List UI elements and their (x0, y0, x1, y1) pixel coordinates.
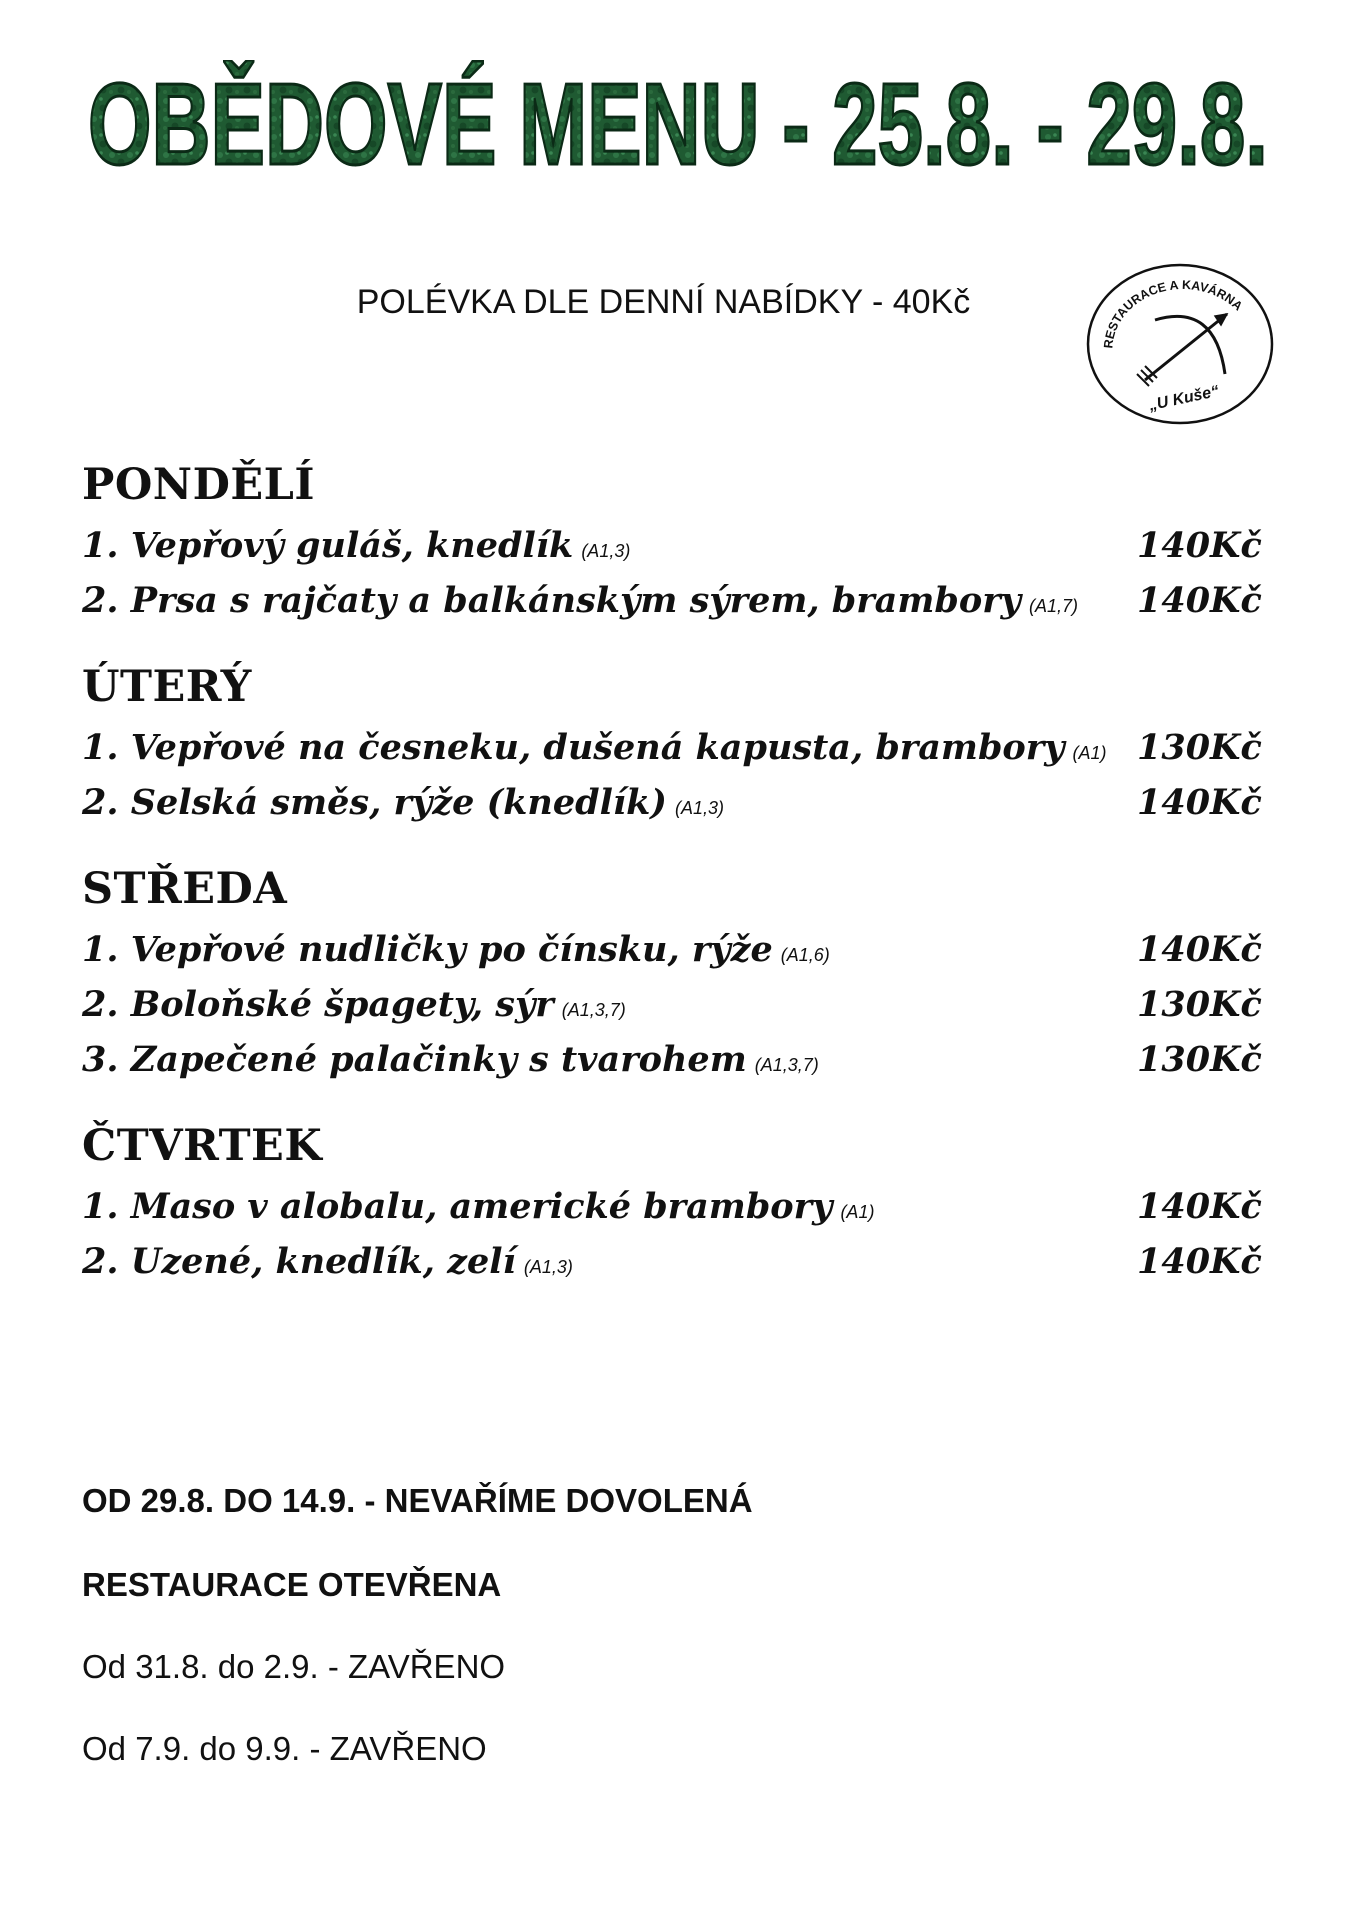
dish-allergens: (A1,3) (581, 541, 631, 561)
dish-name: 1. Maso v alobalu, americké brambory (82, 1186, 833, 1227)
dish-price: 130Kč (1137, 984, 1262, 1025)
dish-name: 3. Zapečené palačinky s tvarohem (82, 1039, 747, 1080)
dish-price: 130Kč (1137, 1039, 1262, 1080)
closed-notice-2: Od 7.9. do 9.9. - ZAVŘENO (82, 1730, 487, 1767)
dish-wednesday-3 (82, 1039, 1262, 1089)
dish-price: 140Kč (1137, 580, 1262, 621)
dish-wednesday-2 (82, 984, 1262, 1034)
dish-price: 130Kč (1137, 727, 1262, 768)
dish-name: 1. Vepřové na česneku, dušená kapusta, brambory (82, 727, 1065, 768)
dish-allergens: (A1,7) (1028, 596, 1078, 616)
day-heading-wednesday: STŘEDA (82, 864, 288, 914)
dish-name: 1. Vepřový guláš, knedlík (82, 525, 574, 566)
dish-name: 2. Prsa s rajčaty a balkánským sýrem, brambory (82, 580, 1021, 621)
day-heading-thursday: ČTVRTEK (82, 1121, 323, 1171)
restaurant-logo (1085, 262, 1275, 427)
dish-allergens: (A1,6) (780, 945, 830, 965)
vacation-notice: OD 29.8. DO 14.9. - NEVAŘÍME DOVOLENÁ (82, 1482, 753, 1519)
soup-offer: POLÉVKA DLE DENNÍ NABÍDKY - 40Kč (356, 283, 971, 321)
logo-name-text: „U Kuše“ (1147, 382, 1221, 415)
page-title (0, 60, 1357, 190)
dish-name: 2. Uzené, knedlík, zelí (82, 1241, 516, 1282)
day-heading-monday: PONDĚLÍ (82, 460, 316, 510)
dish-price: 140Kč (1137, 782, 1262, 823)
menu-title-text: OBĚDOVÉ MENU - 25.8. - 29.8. (88, 60, 1268, 189)
dish-allergens: (A1) (1072, 743, 1107, 763)
dish-allergens: (A1) (840, 1202, 875, 1222)
dish-price: 140Kč (1137, 1241, 1262, 1282)
dish-name: 2. Boloňské špagety, sýr (82, 984, 554, 1025)
dish-thursday-1 (82, 1186, 1262, 1236)
dish-wednesday-1 (82, 929, 1262, 979)
dish-monday-1 (82, 525, 1262, 575)
dish-tuesday-1 (82, 727, 1262, 777)
dish-thursday-2 (82, 1241, 1262, 1291)
day-heading-tuesday: ÚTERÝ (82, 662, 252, 712)
dish-name: 2. Selská směs, rýže (knedlík) (82, 782, 667, 823)
dish-allergens: (A1,3,7) (754, 1055, 819, 1075)
restaurant-open-notice: RESTAURACE OTEVŘENA (82, 1566, 502, 1603)
dish-price: 140Kč (1137, 929, 1262, 970)
dish-allergens: (A1,3,7) (561, 1000, 626, 1020)
closed-notice-1: Od 31.8. do 2.9. - ZAVŘENO (82, 1648, 506, 1685)
dish-price: 140Kč (1137, 1186, 1262, 1227)
dish-allergens: (A1,3) (523, 1257, 573, 1277)
dish-monday-2 (82, 580, 1262, 630)
dish-allergens: (A1,3) (674, 798, 724, 818)
logo-top-text: RESTAURACE A KAVÁRNA (1101, 277, 1246, 350)
dish-tuesday-2 (82, 782, 1262, 832)
dish-price: 140Kč (1137, 525, 1262, 566)
dish-name: 1. Vepřové nudličky po čínsku, rýže (82, 929, 773, 970)
